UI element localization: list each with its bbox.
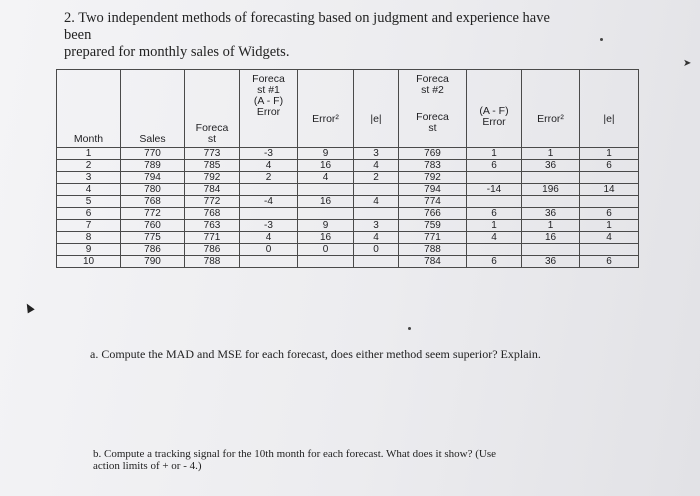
table-row xyxy=(57,160,639,172)
problem-statement xyxy=(64,10,564,61)
table-row xyxy=(57,256,639,268)
cell-f2: 792 xyxy=(399,172,467,184)
cell-sales: 770 xyxy=(121,148,185,160)
cell-e1: 4 xyxy=(240,232,298,244)
header-abs-error-2: |e| xyxy=(580,70,639,148)
problem-line-2: prepared for monthly sales of Widgets. xyxy=(64,44,290,60)
cell-sq1 xyxy=(298,256,354,268)
header-forecast-2-error: (A - F) Error xyxy=(467,70,522,148)
cell-e2: -14 xyxy=(467,184,522,196)
cell-f1: 772 xyxy=(185,196,240,208)
table-header-row xyxy=(57,70,639,148)
cell-month: 3 xyxy=(57,172,121,184)
question-a: a. Compute the MAD and MSE for each forecast, does either method seem superior? Explain. xyxy=(90,347,541,361)
cell-f1: 771 xyxy=(185,232,240,244)
cell-a1: 0 xyxy=(354,244,399,256)
cell-a2: 1 xyxy=(580,220,639,232)
cell-e2: 6 xyxy=(467,256,522,268)
table-row xyxy=(57,196,639,208)
cell-sq1 xyxy=(298,184,354,196)
cell-f1: 784 xyxy=(185,184,240,196)
cell-f1: 786 xyxy=(185,244,240,256)
cell-sq1: 0 xyxy=(298,244,354,256)
cell-e2 xyxy=(467,196,522,208)
cell-e2 xyxy=(467,244,522,256)
header-error-squared-1: Error² xyxy=(298,70,354,148)
cell-e1 xyxy=(240,256,298,268)
problem-line-1: 2. Two independent methods of forecasting based on judgment and experience have been xyxy=(64,10,550,43)
cell-sq2 xyxy=(522,244,580,256)
cell-a1: 4 xyxy=(354,232,399,244)
cell-sales: 786 xyxy=(121,244,185,256)
cell-month: 5 xyxy=(57,196,121,208)
cell-e1: -3 xyxy=(240,220,298,232)
cell-f2: 774 xyxy=(399,196,467,208)
header-forecast-1-error: Foreca st #1 (A - F) Error xyxy=(240,70,298,148)
cell-f2: 769 xyxy=(399,148,467,160)
cell-e1: -3 xyxy=(240,148,298,160)
cell-e2 xyxy=(467,172,522,184)
cell-sales: 794 xyxy=(121,172,185,184)
cell-sq2 xyxy=(522,196,580,208)
cell-f1: 768 xyxy=(185,208,240,220)
cell-f2: 771 xyxy=(399,232,467,244)
cell-sq2: 36 xyxy=(522,208,580,220)
cell-month: 1 xyxy=(57,148,121,160)
cell-a2: 4 xyxy=(580,232,639,244)
cell-month: 8 xyxy=(57,232,121,244)
cell-sq1: 4 xyxy=(298,172,354,184)
header-forecast-1: Foreca st xyxy=(185,70,240,148)
cell-sq1: 16 xyxy=(298,232,354,244)
cell-sq2: 1 xyxy=(522,220,580,232)
table-row xyxy=(57,172,639,184)
cell-e1: 2 xyxy=(240,172,298,184)
cell-sales: 775 xyxy=(121,232,185,244)
pointer-icon: ➤ xyxy=(683,58,692,69)
cell-a2 xyxy=(580,196,639,208)
cell-month: 4 xyxy=(57,184,121,196)
table-row xyxy=(57,220,639,232)
cell-f2: 788 xyxy=(399,244,467,256)
cell-a2: 14 xyxy=(580,184,639,196)
cell-e1: 4 xyxy=(240,160,298,172)
cell-sq1: 16 xyxy=(298,160,354,172)
cell-e2: 6 xyxy=(467,208,522,220)
cell-f1: 788 xyxy=(185,256,240,268)
cell-a1 xyxy=(354,256,399,268)
cell-a2: 6 xyxy=(580,208,639,220)
cell-a1: 3 xyxy=(354,220,399,232)
cell-sq2: 36 xyxy=(522,256,580,268)
cell-sales: 768 xyxy=(121,196,185,208)
header-sales: Sales xyxy=(121,70,185,148)
cell-sales: 790 xyxy=(121,256,185,268)
cell-month: 9 xyxy=(57,244,121,256)
cell-e1: 0 xyxy=(240,244,298,256)
cell-sales: 760 xyxy=(121,220,185,232)
stray-mark-icon xyxy=(408,327,411,330)
question-b-line-2: action limits of + or - 4.) xyxy=(93,460,202,472)
cell-e2: 1 xyxy=(467,148,522,160)
cell-month: 6 xyxy=(57,208,121,220)
cell-f2: 766 xyxy=(399,208,467,220)
question-b xyxy=(93,448,563,472)
question-b-line-1: b. Compute a tracking signal for the 10th month for each forecast. What does it show? (Use xyxy=(93,448,497,460)
cell-sales: 772 xyxy=(121,208,185,220)
header-forecast-2: Foreca st #2 Foreca st xyxy=(399,70,467,148)
stray-mark-icon xyxy=(600,38,603,41)
cell-a1: 2 xyxy=(354,172,399,184)
table-row xyxy=(57,232,639,244)
table-row xyxy=(57,184,639,196)
table-row xyxy=(57,148,639,160)
cell-month: 7 xyxy=(57,220,121,232)
cell-a2: 6 xyxy=(580,256,639,268)
cell-sq2: 1 xyxy=(522,148,580,160)
cell-sq2: 36 xyxy=(522,160,580,172)
cell-a1 xyxy=(354,184,399,196)
cell-f2: 759 xyxy=(399,220,467,232)
cell-a1 xyxy=(354,208,399,220)
cell-a1: 3 xyxy=(354,148,399,160)
cell-e2: 6 xyxy=(467,160,522,172)
cell-a2: 6 xyxy=(580,160,639,172)
cell-sq2: 196 xyxy=(522,184,580,196)
cell-f2: 794 xyxy=(399,184,467,196)
cell-f1: 773 xyxy=(185,148,240,160)
cell-a1: 4 xyxy=(354,160,399,172)
cell-a2 xyxy=(580,172,639,184)
cell-a2 xyxy=(580,244,639,256)
cell-month: 2 xyxy=(57,160,121,172)
cell-a1: 4 xyxy=(354,196,399,208)
table-row xyxy=(57,244,639,256)
table-row xyxy=(57,208,639,220)
cell-sq2: 16 xyxy=(522,232,580,244)
cell-sq1: 9 xyxy=(298,148,354,160)
header-abs-error-1: |e| xyxy=(354,70,399,148)
header-month: Month xyxy=(57,70,121,148)
cell-a2: 1 xyxy=(580,148,639,160)
cell-sales: 780 xyxy=(121,184,185,196)
cell-f2: 783 xyxy=(399,160,467,172)
cell-f1: 763 xyxy=(185,220,240,232)
cell-e2: 4 xyxy=(467,232,522,244)
forecast-table xyxy=(56,69,639,268)
cell-sq1: 16 xyxy=(298,196,354,208)
cell-f1: 792 xyxy=(185,172,240,184)
cell-sq2 xyxy=(522,172,580,184)
cell-sales: 789 xyxy=(121,160,185,172)
cell-month: 10 xyxy=(57,256,121,268)
cell-f1: 785 xyxy=(185,160,240,172)
cell-e2: 1 xyxy=(467,220,522,232)
cell-sq1 xyxy=(298,208,354,220)
cell-sq1: 9 xyxy=(298,220,354,232)
cell-e1 xyxy=(240,184,298,196)
cell-e1: -4 xyxy=(240,196,298,208)
cell-f2: 784 xyxy=(399,256,467,268)
cell-e1 xyxy=(240,208,298,220)
cursor-arrow-icon xyxy=(23,302,34,314)
header-error-squared-2: Error² xyxy=(522,70,580,148)
